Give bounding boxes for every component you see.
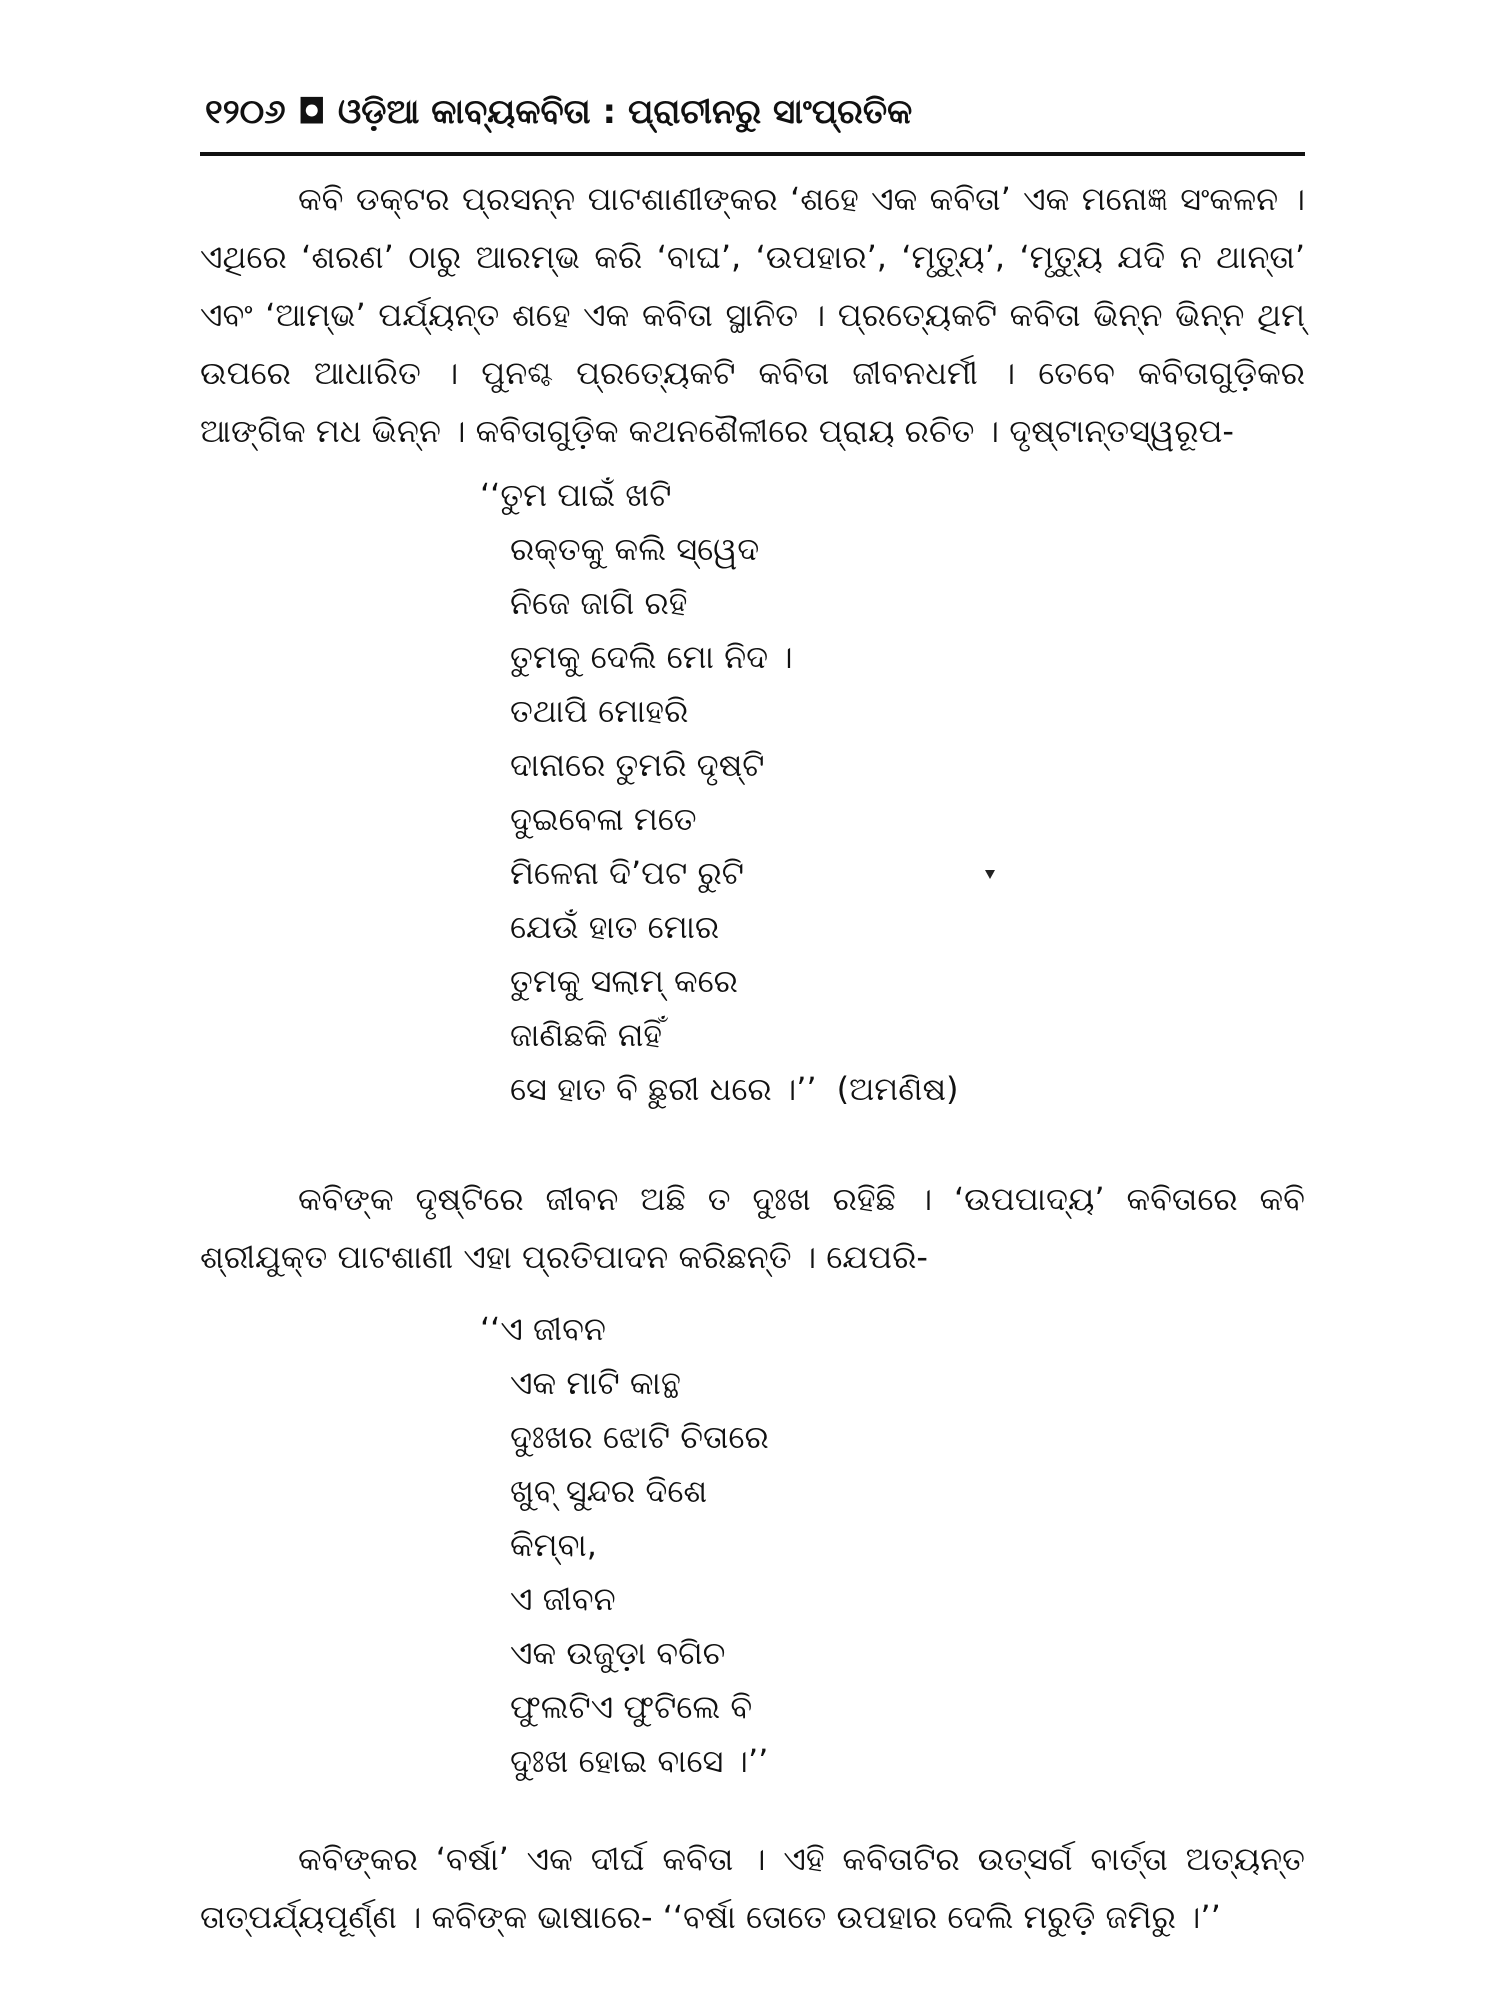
running-head: ୧୨୦୬ ◘ ଓଡ଼ିଆ କାବ୍ୟକବିତା : ପ୍ରାଚୀନରୁ ସାଂପ୍ରତିକ <box>205 92 913 132</box>
poem-line: ଫୁଲଟିଏ ଫୁଟିଲେ ବି <box>510 1688 753 1726</box>
poem-line: ଦୁଃଖର ଝୋଟି ଚିତାରେ <box>510 1418 769 1456</box>
poem-line: ନିଜେ ଜାଗି ରହି <box>510 584 688 622</box>
print-speck <box>985 870 995 879</box>
poem-final-line: ସେ ହାତ ବି ଛୁରୀ ଧରେ ।’’ <box>510 1070 817 1108</box>
poem-line: ତୁମକୁ ଦେଲି ମୋ ନିଦ । <box>510 638 793 676</box>
poem-line: ଯେଉଁ ହାତ ମୋର <box>510 908 720 946</box>
poem-line: ଦୁଇବେଳା ମତେ <box>510 800 697 838</box>
header-rule <box>200 152 1305 156</box>
poem-line: ‘‘ଏ ଜୀବନ <box>480 1310 606 1348</box>
poem-credit: (ଅମଣିଷ) <box>836 1070 959 1108</box>
poem-line: ଦୁଃଖ ହୋଇ ବାସେ ।’’ <box>510 1742 769 1780</box>
paragraph-line: ଏବଂ ‘ଆମ୍ଭ’ ପର୍ଯ୍ୟନ୍ତ ଶହେ ଏକ କବିତା ସ୍ଥାନିତ । ପ୍ରତ୍ୟେକଟି କବିତା ଭିନ୍ନ ଭିନ୍ନ ଥିମ୍ <box>200 296 1305 334</box>
paragraph-line: ଉପରେ ଆଧାରିତ । ପୁନଶ୍ଚ ପ୍ରତ୍ୟେକଟି କବିତା ଜୀବନଧର୍ମୀ । ତେବେ କବିତାଗୁଡ଼ିକର <box>200 354 1305 392</box>
paragraph-intro <box>200 170 1305 460</box>
poem-excerpt-amanisha <box>480 468 959 1116</box>
poem-line: ଜାଣିଛକି ନାହିଁ <box>510 1016 663 1054</box>
paragraph-line: ଆଙ୍ଗିକ ମଧ ଭିନ୍ନ । କବିତାଗୁଡ଼ିକ କଥନଶୈଳୀରେ ପ୍ରାୟ ରଚିତ । ଦୃଷ୍ଟାନ୍ତସ୍ୱରୂପ- <box>200 412 1234 450</box>
paragraph-line: କବିଙ୍କ ଦୃଷ୍ଟିରେ ଜୀବନ ଅଛି ତ ଦୁଃଖ ରହିଛି । ‘ଉପପାଦ୍ୟ’ କବିତାରେ କବି <box>298 1180 1305 1218</box>
paragraph-line: କବି ଡକ୍ଟର ପ୍ରସନ୍ନ ପାଟଶାଣୀଙ୍କର ‘ଶହେ ଏକ କବିତା’ ଏକ ମନୋଜ୍ଞ ସଂକଳନ । <box>298 180 1305 218</box>
paragraph-line: ଏଥିରେ ‘ଶରଣ’ ଠାରୁ ଆରମ୍ଭ କରି ‘ବାଘ’, ‘ଉପହାର’, ‘ମୃତ୍ୟୁ’, ‘ମୃତ୍ୟୁ ଯଦି ନ ଥାନ୍ତା’ <box>200 238 1305 276</box>
poem-line: ମିଳେନା ଦି’ପଟ ରୁଟି <box>510 854 744 892</box>
poem-line: ତୁମକୁ ସଲାମ୍ କରେ <box>510 962 738 1000</box>
poem-line: ଏକ ମାଟି କାନ୍ଥ <box>510 1364 681 1402</box>
paragraph-line: କବିଙ୍କର ‘ବର୍ଷା’ ଏକ ଦୀର୍ଘ କବିତା । ଏହି କବିତାଟିର ଉତ୍ସର୍ଗ ବାର୍ତ୍ତା ଅତ୍ୟନ୍ତ <box>298 1840 1305 1878</box>
paragraph-theorem <box>200 1170 1305 1286</box>
paragraph-barsha <box>200 1830 1305 1946</box>
poem-line: ‘‘ତୁମ ପାଇଁ ଖଟି <box>480 476 672 514</box>
poem-line: ରକ୍ତକୁ କଲି ସ୍ୱେଦ <box>510 530 760 568</box>
poem-line: କିମ୍ବା, <box>510 1526 597 1564</box>
poem-line: ତଥାପି ମୋହରି <box>510 692 689 730</box>
poem-line <box>480 1062 959 1116</box>
poem-line: ଖୁବ୍ ସୁନ୍ଦର ଦିଶେ <box>510 1472 708 1510</box>
poem-line: ଏକ ଉଜୁଡ଼ା ବଗିଚ <box>510 1634 726 1672</box>
poem-line: ଦାନାରେ ତୁମରି ଦୃଷ୍ଟି <box>510 746 765 784</box>
poem-line: ଏ ଜୀବନ <box>510 1580 616 1618</box>
paragraph-line: ତାତ୍ପର୍ଯ୍ୟପୂର୍ଣ୍ଣ । କବିଙ୍କ ଭାଷାରେ- ‘‘ବର୍ଷା ତୋତେ ଉପହାର ଦେଲି ମରୁଡ଼ି ଜମିରୁ ।’’ <box>200 1898 1221 1936</box>
paragraph-line: ଶ୍ରୀଯୁକ୍ତ ପାଟଶାଣୀ ଏହା ପ୍ରତିପାଦନ କରିଛନ୍ତି । ଯେପରି- <box>200 1238 928 1276</box>
poem-excerpt-upapadya <box>480 1302 769 1788</box>
